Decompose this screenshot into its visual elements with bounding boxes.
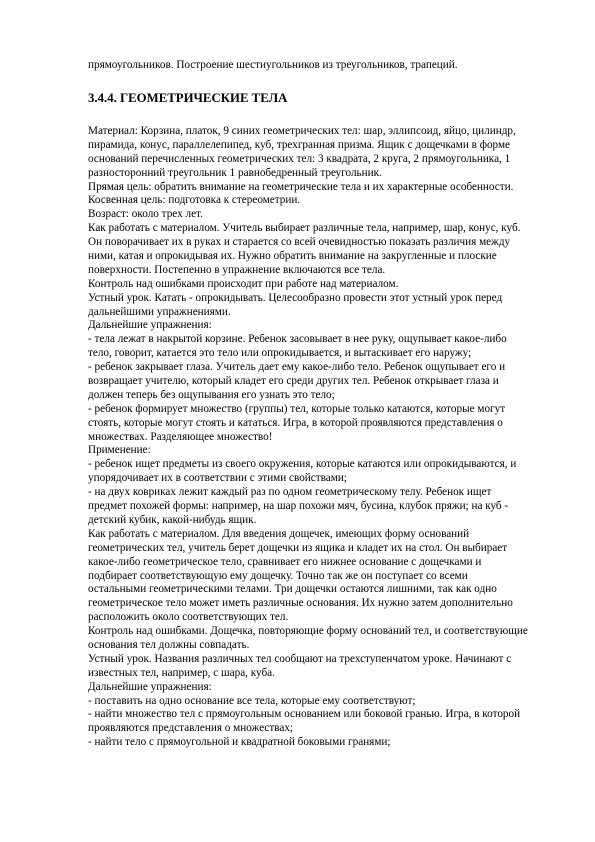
text-line: Устный урок. Названия различных тел сообщают на трехступенчатом уроке. Начинают с — [88, 652, 512, 665]
text-line: Дальнейшие упражнения: — [88, 680, 212, 693]
text-line: детский кубик, какой-нибудь ящик. — [88, 513, 257, 526]
text-line: - найти множество тел с прямоугольным основанием или боковой гранью. Игра, в которой — [88, 708, 521, 721]
section-heading: 3.4.4. ГЕОМЕТРИЧЕСКИЕ ТЕЛА — [88, 91, 288, 105]
text-line: поверхности. Постепенно в упражнение включаются все тела. — [88, 263, 386, 276]
text-line: Применение: — [88, 444, 151, 457]
text-line: подбирает соответствующую ему дощечку. Точно так же он поступает со всеми — [88, 569, 468, 582]
text-line: - ребенок закрывает глаза. Учитель дает ему какое-либо тело. Ребенок ощупывает его и — [88, 361, 506, 374]
text-line: множествах. Разделяющее множество! — [88, 430, 273, 443]
text-line: - поставить на одно основание все тела, которые ему соответствуют; — [88, 694, 416, 707]
text-line: - ребенок формирует множество (группы) тел, которые только катаются, которые могут — [88, 402, 506, 415]
text-line: стоять, которые могут стоять и кататься. Игра, в которой проявляются представления о — [88, 416, 503, 429]
text-line: известных тел, например, с шара, куба. — [88, 666, 275, 679]
text-line: оснований перечисленных геометрических тел: 3 квадрата, 2 круга, 2 прямоугольника, 1 — [88, 152, 511, 165]
text-line: Косвенная цель: подготовка к стереометрии. — [88, 194, 301, 207]
text-line: - ребенок ищет предметы из своего окружения, которые катаются или опрокидываются, и — [88, 458, 517, 471]
text-line: основания тел должны совпадать. — [88, 638, 250, 651]
text-line: должен теперь без ощупывания его узнать это тело; — [88, 388, 335, 401]
intro-text-line: прямоугольников. Построение шестиугольников из треугольников, трапеций. — [88, 59, 458, 71]
text-line: разносторонний треугольник 1 равнобедренный треугольник. — [88, 166, 382, 179]
text-line: Контроль над ошибками. Дощечка, повторяющие форму оснований тел, и соответствующие — [88, 625, 528, 638]
text-line: ними, катая и опрокидывая их. Нужно обратить внимание на закругленные и плоские — [88, 250, 497, 263]
text-line: геометрическое тело может иметь различные основания. Их нужно затем дополнительно — [88, 597, 513, 610]
text-line: Как работать с материалом. Учитель выбирает различные тела, например, шар, конус, куб. — [88, 222, 521, 235]
text-line: Контроль над ошибками происходит при работе над материалом. — [88, 277, 399, 290]
body-text — [88, 125, 558, 750]
text-line: Он поворачивает их в руках и старается со всей очевидностью показать различия между — [88, 236, 511, 249]
text-line: тело, говорит, катается это тело или опрокидывается, и вытаскивает его наружу; — [88, 347, 472, 360]
text-line: геометрических тел, учитель берет дощечки из ящика и кладет их на стол. Он выбирает — [88, 541, 508, 554]
text-line: возвращает учителю, который кладет его среди других тел. Ребенок открывает глаза и — [88, 375, 499, 388]
text-line: дальнейшими упражнениями. — [88, 305, 231, 318]
text-line: предмет похожей формы: например, на шар похожи мяч, бусина, клубок пряжи; на куб - — [88, 500, 509, 513]
text-line: какое-либо геометрическое тело, сравнивает его нижнее основание с дощечками и — [88, 555, 482, 568]
text-line: Материал: Корзина, платок, 9 синих геометрических тел: шар, эллипсоид, яйцо, цилиндр, — [88, 125, 516, 137]
text-line: - на двух ковриках лежит каждый раз по одном геометрическому телу. Ребенок ищет — [88, 486, 492, 499]
text-line: - тела лежат в накрытой корзине. Ребенок засовывает в нее руку, ощупывает какое-либо — [88, 333, 507, 346]
text-line: Дальнейшие упражнения: — [88, 319, 212, 332]
text-line: остальными геометрическими телами. Три дощечки остаются лишними, так как одно — [88, 583, 497, 596]
text-line: Как работать с материалом. Для введения дощечек, имеющих форму оснований — [88, 527, 470, 540]
text-line: пирамида, конус, параллелепипед, куб, трехгранная призма. Ящик с дощечками в форме — [88, 138, 511, 151]
text-line: Устный урок. Катать - опрокидывать. Целесообразно провести этот устный урок перед — [88, 291, 503, 304]
text-line: проявляются представления о множествах; — [88, 722, 294, 735]
text-line: Возраст: около трех лет. — [88, 208, 203, 221]
text-line: - найти тело с прямоугольной и квадратной боковыми гранями; — [88, 736, 391, 749]
text-line: расположить около соответствующих тел. — [88, 611, 289, 624]
text-line: Прямая цель: обратить внимание на геометрические тела и их характерные особенности. — [88, 180, 514, 193]
text-line: упорядочивает их в соответствии с этими свойствами; — [88, 472, 347, 485]
